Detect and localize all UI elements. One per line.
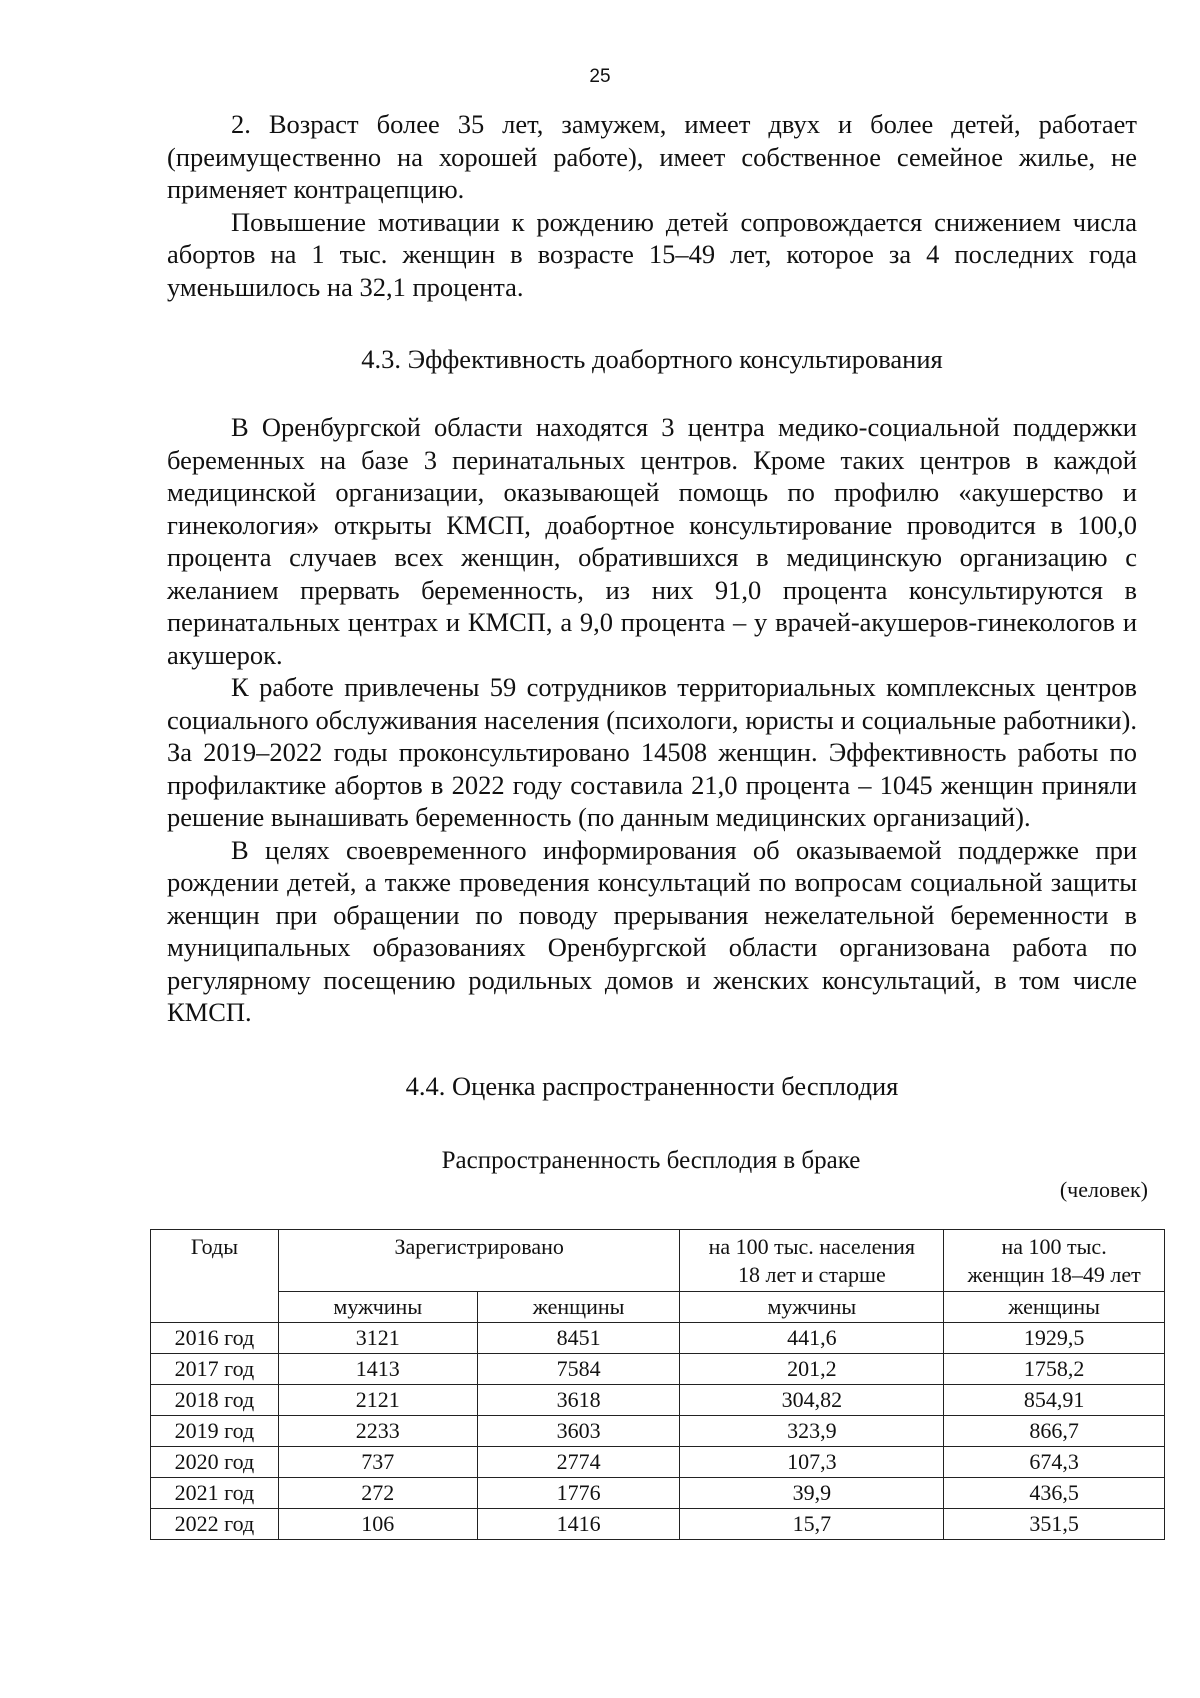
cell-women-rate: 866,7 (944, 1416, 1165, 1447)
section-4-3-body (167, 411, 1137, 1029)
paragraph: Повышение мотивации к рождению детей сопровождается снижением числа абортов на 1 тыс. женщин в возрасте 15–49 лет, которое за 4 последних года уменьшилось на 32,1 процента. (167, 206, 1137, 302)
cell-men-rate: 107,3 (680, 1447, 944, 1478)
table-row (151, 1416, 1165, 1447)
table-title: Распространенность бесплодия в браке (441, 1147, 861, 1174)
cell-men-rate: 441,6 (680, 1323, 944, 1354)
cell-year: 2021 год (151, 1478, 279, 1509)
section-4-3 (167, 343, 1137, 376)
cell-women-rate: 674,3 (944, 1447, 1165, 1478)
header-per-100k-women (944, 1230, 1165, 1292)
header-per-100k-population (680, 1230, 944, 1292)
table-subheader-row (151, 1292, 1165, 1323)
cell-year: 2016 год (151, 1323, 279, 1354)
paragraph: 2. Возраст более 35 лет, замужем, имеет двух и более детей, работает (преимущественно на хорошей работе), имеет собственное семейное жилье, не применяет контрацепцию. (167, 109, 1137, 204)
header-years: Годы (151, 1230, 279, 1323)
cell-women: 1416 (477, 1509, 680, 1540)
header-line: на 100 тыс. населения (708, 1234, 916, 1259)
cell-men-rate: 323,9 (680, 1416, 944, 1447)
cell-men: 2233 (278, 1416, 477, 1447)
cell-year: 2020 год (151, 1447, 279, 1478)
cell-year: 2019 год (151, 1416, 279, 1447)
cell-women: 2774 (477, 1447, 680, 1478)
cell-men: 3121 (278, 1323, 477, 1354)
cell-men-rate: 201,2 (680, 1354, 944, 1385)
cell-men: 737 (278, 1447, 477, 1478)
paragraph: В целях своевременного информирования об оказываемой поддержке при рождении детей, а также проведения консультаций по вопросам социальной защиты женщин при обращении по поводу прерывания нежелательной беременности в муниципальных образованиях Оренбургской области организована работа по регулярному посещению родильных домов и женских консультаций, в том числе КМСП. (167, 834, 1137, 1027)
cell-year: 2017 год (151, 1354, 279, 1385)
section-heading: 4.4. Оценка распространенности бесплодия (405, 1071, 899, 1101)
header-women-rate: женщины (944, 1292, 1165, 1323)
cell-women-rate: 351,5 (944, 1509, 1165, 1540)
intro-text (167, 108, 1137, 303)
table-row (151, 1354, 1165, 1385)
section-4-4 (167, 1070, 1137, 1103)
cell-women: 3618 (477, 1385, 680, 1416)
cell-women: 8451 (477, 1323, 680, 1354)
table-caption (150, 1147, 1152, 1203)
cell-women: 1776 (477, 1478, 680, 1509)
cell-women: 7584 (477, 1354, 680, 1385)
cell-men: 272 (278, 1478, 477, 1509)
cell-women-rate: 1758,2 (944, 1354, 1165, 1385)
header-line: на 100 тыс. (1001, 1234, 1107, 1259)
cell-men-rate: 304,82 (680, 1385, 944, 1416)
paragraph: В Оренбургской области находятся 3 центра медико-социальной поддержки беременных на базе 3 перинатальных центров. Кроме таких центров в каждой медицинской организации, оказывающей помощь по профилю «акушерство и гинекология» открыты КМСП, доабортное консультирование проводится в 100,0 процента случаев всех женщин, обратившихся в медицинскую организацию с желанием прервать беременность, из них 91,0 процента консультируются в перинатальных центрах и КМСП, а 9,0 процента – у врачей-акушеров-гинекологов и акушерок. (167, 412, 1137, 670)
cell-women-rate: 436,5 (944, 1478, 1165, 1509)
header-men: мужчины (278, 1292, 477, 1323)
table-row (151, 1509, 1165, 1540)
header-men-rate: мужчины (680, 1292, 944, 1323)
table-row (151, 1478, 1165, 1509)
cell-women-rate: 1929,5 (944, 1323, 1165, 1354)
page-number: 25 (589, 66, 611, 87)
cell-men: 1413 (278, 1354, 477, 1385)
table-row (151, 1323, 1165, 1354)
cell-men-rate: 39,9 (680, 1478, 944, 1509)
cell-men: 106 (278, 1509, 477, 1540)
cell-women: 3603 (477, 1416, 680, 1447)
paragraph: К работе привлечены 59 сотрудников территориальных комплексных центров социального обслуживания населения (психологи, юристы и социальные работники). За 2019–2022 годы проконсультировано 14508 женщин. Эффективность работы по профилактике абортов в 2022 году составила 21,0 процента – 1045 женщин приняли решение вынашивать беременность (по данным медицинских организаций). (167, 672, 1137, 832)
cell-year: 2018 год (151, 1385, 279, 1416)
table-row (151, 1447, 1165, 1478)
table-header-row (151, 1230, 1165, 1292)
table-unit: (человек) (1059, 1177, 1148, 1202)
cell-men: 2121 (278, 1385, 477, 1416)
cell-year: 2022 год (151, 1509, 279, 1540)
header-women: женщины (477, 1292, 680, 1323)
table-row (151, 1385, 1165, 1416)
cell-men-rate: 15,7 (680, 1509, 944, 1540)
infertility-table (150, 1229, 1165, 1540)
header-line: 18 лет и старше (737, 1262, 886, 1287)
header-line: женщин 18–49 лет (967, 1262, 1141, 1287)
header-registered: Зарегистрировано (278, 1230, 680, 1292)
cell-women-rate: 854,91 (944, 1385, 1165, 1416)
section-heading: 4.3. Эффективность доабортного консультирования (361, 344, 943, 374)
